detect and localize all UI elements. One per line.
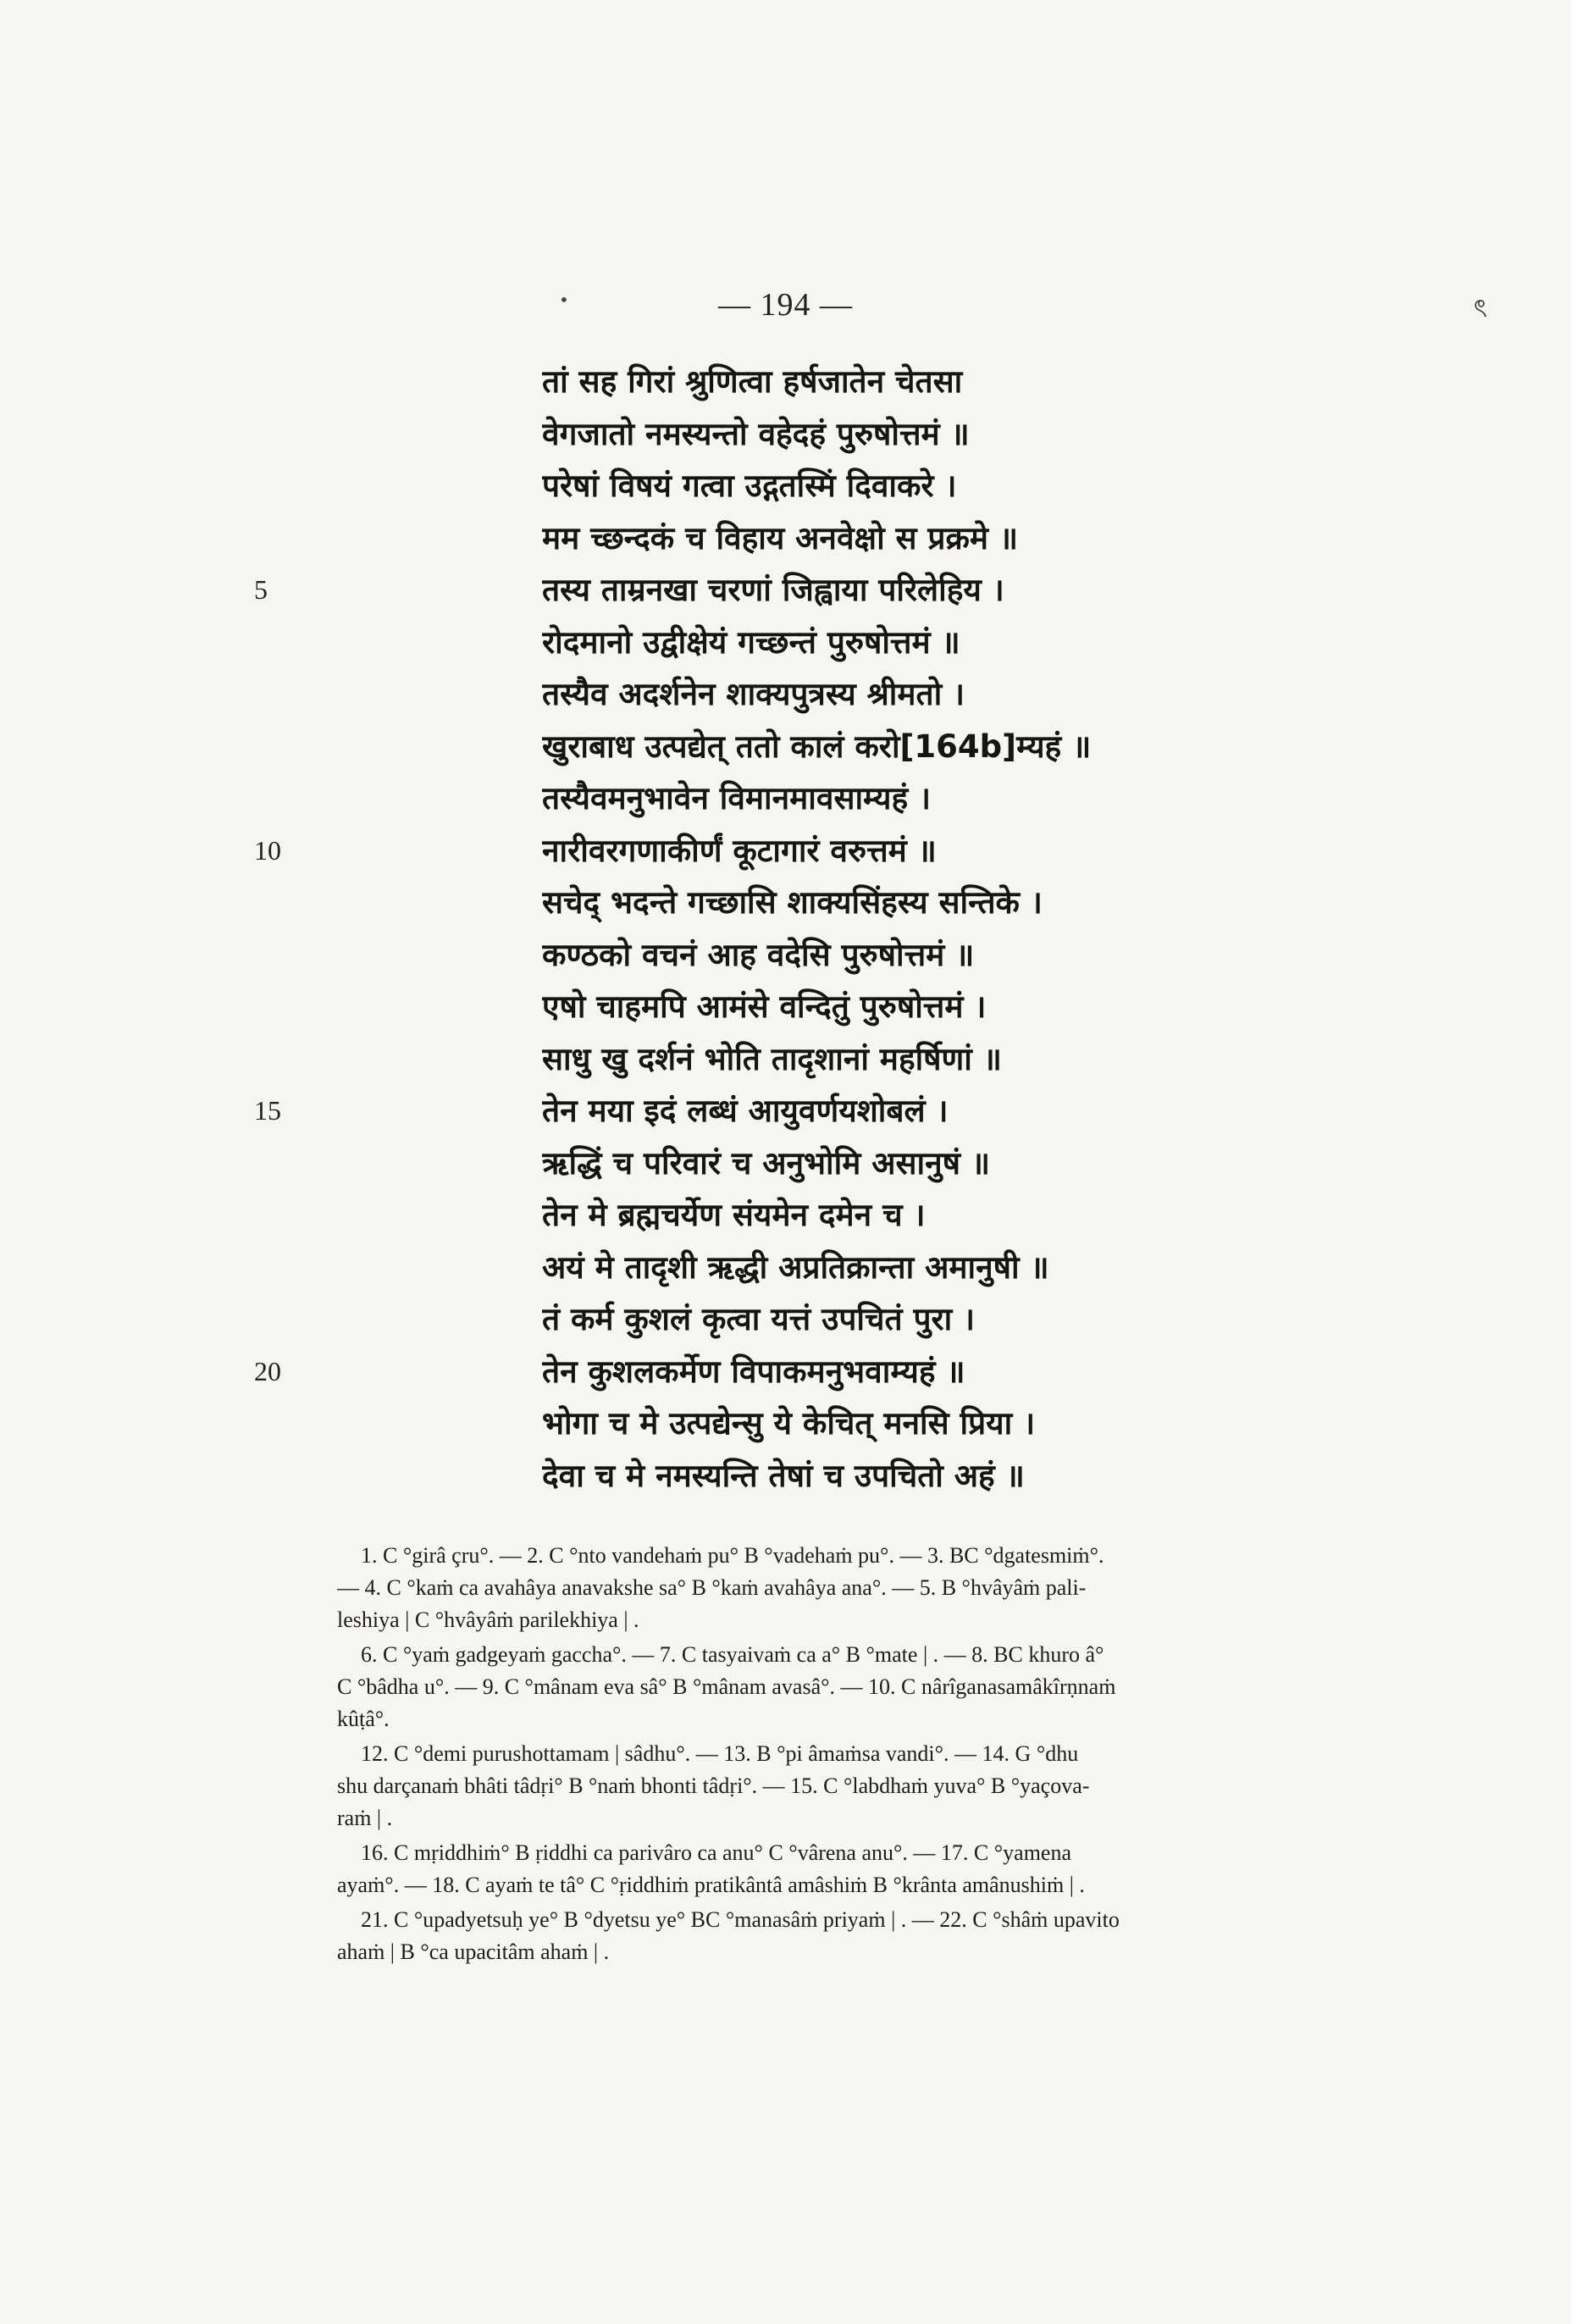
verse-line: तं कर्म कुशलं कृत्वा यत्तं उपचितं पुरा । [542, 1301, 976, 1337]
verse-line: तेन मे ब्रह्मचर्येण संयमेन दमेन च । [542, 1197, 926, 1233]
footnote-paragraph [337, 1837, 1438, 1901]
verse-line: एषो चाहमपि आमंसे वन्दितुं पुरुषोत्तमं । [542, 988, 987, 1025]
footnote-line: 6. C °yaṁ gadgeyaṁ gaccha°. — 7. C tasyaivaṁ ca a° B °mate | . — 8. BC khuro â° [361, 1642, 1104, 1667]
verse-line: तस्यैव अदर्शनेन शाक्यपुत्रस्य श्रीमतो । [542, 676, 965, 712]
verse-line: तस्य ताम्रनखा चरणां जिह्वाया परिलेहिय । [542, 572, 1004, 608]
verse-line: नारीवरगणाकीर्णं कूटागारं वरुत्तमं ॥ [542, 832, 937, 869]
corner-scribble-mark: ৎ [1474, 294, 1488, 324]
verse-line: तां सह गिरां श्रुणित्वा हर्षजातेन चेतसा [542, 363, 963, 400]
verse-line: तेन कुशलकर्मेण विपाकमनुभवाम्यहं ॥ [542, 1353, 965, 1390]
verse-line: देवा च मे नमस्यन्ति तेषां च उपचितो अहं ॥ [542, 1457, 1025, 1494]
footnote-line: raṁ | . [337, 1806, 393, 1830]
verse-line: सचेद् भदन्ते गच्छासि शाक्यसिंहस्य सन्तिके । [542, 884, 1043, 921]
verse-line: परेषां विषयं गत्वा उद्गतस्मिं दिवाकरे । [542, 468, 957, 504]
footnote-line: — 4. C °kaṁ ca avahâya anavakshe sa° B °kaṁ avahâya ana°. — 5. B °hvâyâṁ pali- [337, 1575, 1087, 1600]
footnote-line: shu darçanaṁ bhâti tâdṛi° B °naṁ bhonti tâdṛi°. — 15. C °labdhaṁ yuva° B °yaçova- [337, 1773, 1090, 1798]
footnote-line: 16. C mṛiddhiṁ° B ṛiddhi ca parivâro ca anu° C °vârena anu°. — 17. C °yamena [361, 1840, 1071, 1865]
verse-line: मम च्छन्दकं च विहाय अनवेक्षो स प्रक्रमे ॥ [542, 519, 1019, 556]
footnote-line: ayaṁ°. — 18. C ayaṁ te tâ° C °ṛiddhiṁ pratikântâ amâshiṁ B °krânta amânushiṁ | . [337, 1873, 1085, 1897]
verse-line: अयं मे तादृशी ऋद्धी अप्रतिक्रान्ता अमानुषी ॥ [542, 1248, 1049, 1286]
verse-line: रोदमानो उद्वीक्षेयं गच्छन्तं पुरुषोत्तमं ॥ [542, 623, 960, 661]
footnote-paragraph [337, 1540, 1438, 1636]
footnote-line: C °bâdha u°. — 9. C °mânam eva sâ° B °mânam avasâ°. — 10. C nârîganasamâkîrṇnaṁ [337, 1674, 1116, 1699]
verse-line: भोगा च मे उत्पद्येन्सु ये केचित् मनसि प्रिया । [542, 1405, 1036, 1441]
footnote-line: kûṭâ°. [337, 1707, 390, 1731]
footnote-line: ahaṁ | B °ca upacitâm ahaṁ | . [337, 1939, 610, 1964]
footnote-line: 1. C °girâ çru°. — 2. C °nto vandehaṁ pu° B °vadehaṁ pu°. — 3. BC °dgatesmiṁ°. [361, 1543, 1104, 1568]
line-number-marker: 10 [254, 834, 281, 866]
verse-line: ऋद्धिं च परिवारं च अनुभोमि असानुषं ॥ [542, 1144, 991, 1181]
verse-line: तस्यैवमनुभावेन विमानमावसाम्यहं । [542, 780, 932, 816]
line-number-marker: 20 [254, 1355, 281, 1386]
footnote-line: leshiya | C °hvâyâṁ parilekhiya | . [337, 1607, 639, 1632]
critical-apparatus-footnotes [337, 1540, 1438, 1971]
verse-line: खुराबाध उत्पद्येत् ततो कालं करो[164b]म्यहं ॥ [542, 728, 1092, 765]
page-number: — 194 — [718, 287, 853, 323]
verse-line: तेन मया इदं लब्धं आयुवर्णयशोबलं । [542, 1093, 949, 1129]
verse-line: कण्ठको वचनं आह वदेसि पुरुषोत्तमं ॥ [542, 936, 975, 973]
verse-line: साधु खु दर्शनं भोति तादृशानां महर्षिणां ॥ [542, 1040, 1002, 1077]
footnote-paragraph [337, 1904, 1438, 1968]
footnote-paragraph [337, 1738, 1438, 1834]
footnote-paragraph [337, 1639, 1438, 1735]
footnote-line: 21. C °upadyetsuḥ ye° B °dyetsu ye° BC °manasâṁ priyaṁ | . — 22. C °shâṁ upavito [361, 1907, 1120, 1932]
line-number-marker: 5 [254, 574, 268, 605]
footnote-line: 12. C °demi purushottamam | sâdhu°. — 13. B °pi âmaṁsa vandi°. — 14. G °dhu [361, 1741, 1079, 1766]
stray-mark: • [559, 290, 569, 310]
sanskrit-verse-block [542, 356, 1304, 1502]
line-number-marker: 15 [254, 1095, 281, 1126]
verse-line: वेगजातो नमस्यन्तो वहेदहं पुरुषोत्तमं ॥ [542, 415, 970, 452]
